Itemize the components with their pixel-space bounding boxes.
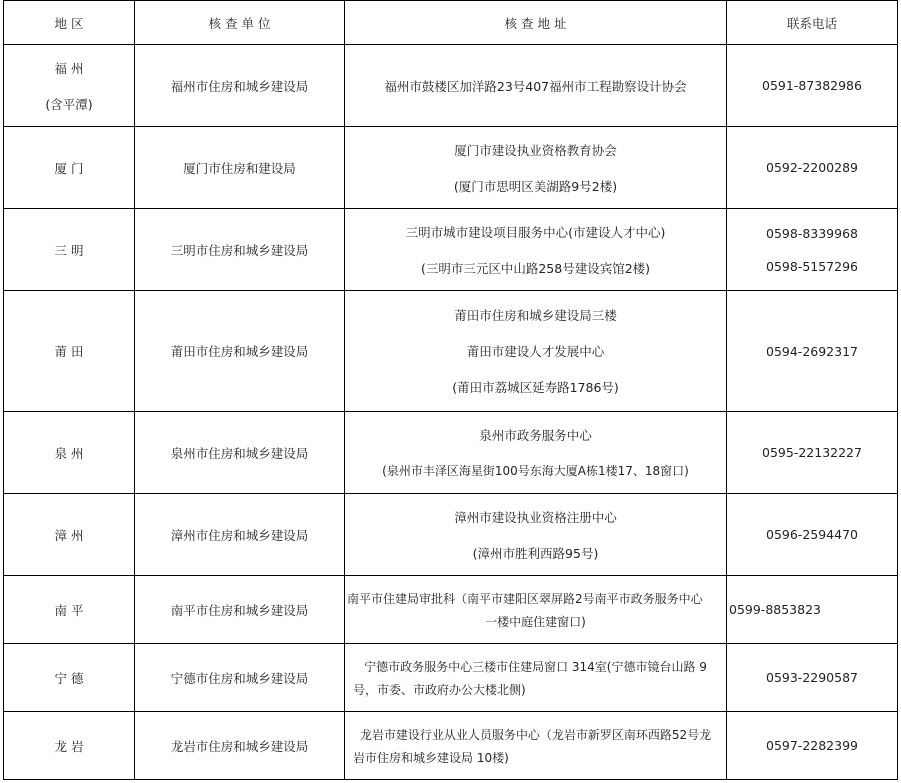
region-name: 福 州 xyxy=(54,60,84,76)
address-line: 宁德市政务服务中心三楼市住建局窗口 314室(宁德市镜台山路 9 xyxy=(364,659,707,674)
unit-cell xyxy=(135,127,345,209)
region-name: 漳 州 xyxy=(54,527,84,543)
inspection-table xyxy=(3,0,898,780)
phone-number: 0593-2290587 xyxy=(766,670,858,685)
table-row xyxy=(4,291,898,412)
region-name: 厦 门 xyxy=(54,160,84,176)
address-cell xyxy=(345,644,727,712)
region-name: 南 平 xyxy=(54,602,84,618)
unit-text: 厦门市住房和建设局 xyxy=(183,160,296,176)
unit-text: 宁德市住房和城乡建设局 xyxy=(170,670,309,686)
phone-number: 0596-2594470 xyxy=(766,527,858,542)
unit-text: 漳州市住房和城乡建设局 xyxy=(170,527,309,543)
address-cell xyxy=(345,45,727,127)
header-address: 核 查 地 址 xyxy=(345,1,727,45)
phone-cell xyxy=(727,494,898,576)
table-row xyxy=(4,494,898,576)
phone-number: 0592-2200289 xyxy=(766,160,858,175)
phone-number: 0595-22132227 xyxy=(762,445,862,460)
region-cell xyxy=(4,494,135,576)
address-line: (莆田市荔城区延寿路1786号) xyxy=(452,380,619,395)
region-name: 泉 州 xyxy=(54,445,84,461)
region-note: (含平潭) xyxy=(45,96,93,112)
unit-cell xyxy=(135,209,345,291)
phone-number: 0597-2282399 xyxy=(766,738,858,753)
table-row xyxy=(4,412,898,494)
region-cell xyxy=(4,412,135,494)
phone-number: 0599-8853823 xyxy=(729,602,821,617)
region-name: 莆 田 xyxy=(54,344,84,359)
phone-cell xyxy=(727,127,898,209)
phone-cell xyxy=(727,576,898,644)
phone-number: 0598-8339968 xyxy=(766,225,858,241)
address-line: 莆田市建设人才发展中心 xyxy=(466,344,605,359)
unit-text: 南平市住房和城乡建设局 xyxy=(170,602,309,618)
phone-cell xyxy=(727,291,898,412)
region-name: 龙 岩 xyxy=(54,738,84,754)
address-cell xyxy=(345,712,727,780)
phone-cell xyxy=(727,412,898,494)
phone-number: 0598-5157296 xyxy=(766,258,858,274)
table-row xyxy=(4,45,898,127)
unit-cell xyxy=(135,712,345,780)
unit-cell xyxy=(135,644,345,712)
address-line: 岩市住房和城乡建设局 10楼) xyxy=(353,750,509,765)
region-cell xyxy=(4,45,135,127)
table-row xyxy=(4,127,898,209)
region-name: 宁 德 xyxy=(54,670,84,686)
phone-cell xyxy=(727,644,898,712)
unit-cell xyxy=(135,45,345,127)
address-line: 泉州市政务服务中心 xyxy=(479,428,592,443)
phone-number: 0594-2692317 xyxy=(766,343,858,359)
unit-cell xyxy=(135,291,345,412)
region-name: 三 明 xyxy=(54,242,84,258)
unit-cell xyxy=(135,494,345,576)
header-row xyxy=(4,1,898,45)
address-cell xyxy=(345,209,727,291)
address-cell xyxy=(345,576,727,644)
table-row xyxy=(4,576,898,644)
address-cell xyxy=(345,494,727,576)
address-line: 莆田市住房和城乡建设局三楼 xyxy=(454,308,617,323)
table-row xyxy=(4,209,898,291)
address-line: 厦门市建设执业资格教育协会 xyxy=(454,142,617,158)
unit-text: 三明市住房和城乡建设局 xyxy=(170,242,309,258)
region-cell xyxy=(4,576,135,644)
region-cell xyxy=(4,127,135,209)
address-line: 南平市住建局审批科（南平市建阳区翠屏路2号南平市政务服务中心 xyxy=(347,591,703,606)
address-cell xyxy=(345,291,727,412)
address-line: 三明市城市建设项目服务中心(市建设人才中心) xyxy=(405,224,666,240)
address-line: (泉州市丰泽区海星街100号东海大厦A栋1楼17、18窗口) xyxy=(382,464,689,478)
table-row xyxy=(4,644,898,712)
table-row xyxy=(4,712,898,780)
header-phone: 联系电话 xyxy=(727,1,898,45)
region-cell xyxy=(4,712,135,780)
unit-cell xyxy=(135,412,345,494)
unit-cell xyxy=(135,576,345,644)
unit-text: 龙岩市住房和城乡建设局 xyxy=(170,738,309,754)
unit-text: 莆田市住房和城乡建设局 xyxy=(170,344,309,359)
address-line: (厦门市思明区美湖路9号2楼) xyxy=(453,178,618,194)
address-cell xyxy=(345,127,727,209)
phone-cell xyxy=(727,209,898,291)
region-cell xyxy=(4,209,135,291)
address-line: 号，市委、市政府办公大楼北侧) xyxy=(353,682,526,697)
address-line: (三明市三元区中山路258号建设宾馆2楼) xyxy=(420,260,651,276)
address-line: 漳州市建设执业资格注册中心 xyxy=(454,509,617,525)
unit-text: 泉州市住房和城乡建设局 xyxy=(170,445,309,461)
header-region: 地 区 xyxy=(4,1,135,45)
address-line: 福州市鼓楼区加洋路23号407福州市工程勘察设计协会 xyxy=(384,78,687,94)
header-unit: 核 查 单 位 xyxy=(135,1,345,45)
address-cell xyxy=(345,412,727,494)
phone-cell xyxy=(727,45,898,127)
address-line: 龙岩市建设行业从业人员服务中心（龙岩市新罗区南环西路52号龙 xyxy=(359,727,712,742)
region-cell xyxy=(4,644,135,712)
address-line: (漳州市胜利西路95号) xyxy=(472,545,599,561)
phone-number: 0591-87382986 xyxy=(762,78,862,93)
phone-cell xyxy=(727,712,898,780)
region-cell xyxy=(4,291,135,412)
unit-text: 福州市住房和城乡建设局 xyxy=(170,78,309,94)
address-line: 一楼中庭住建窗口) xyxy=(485,614,586,629)
